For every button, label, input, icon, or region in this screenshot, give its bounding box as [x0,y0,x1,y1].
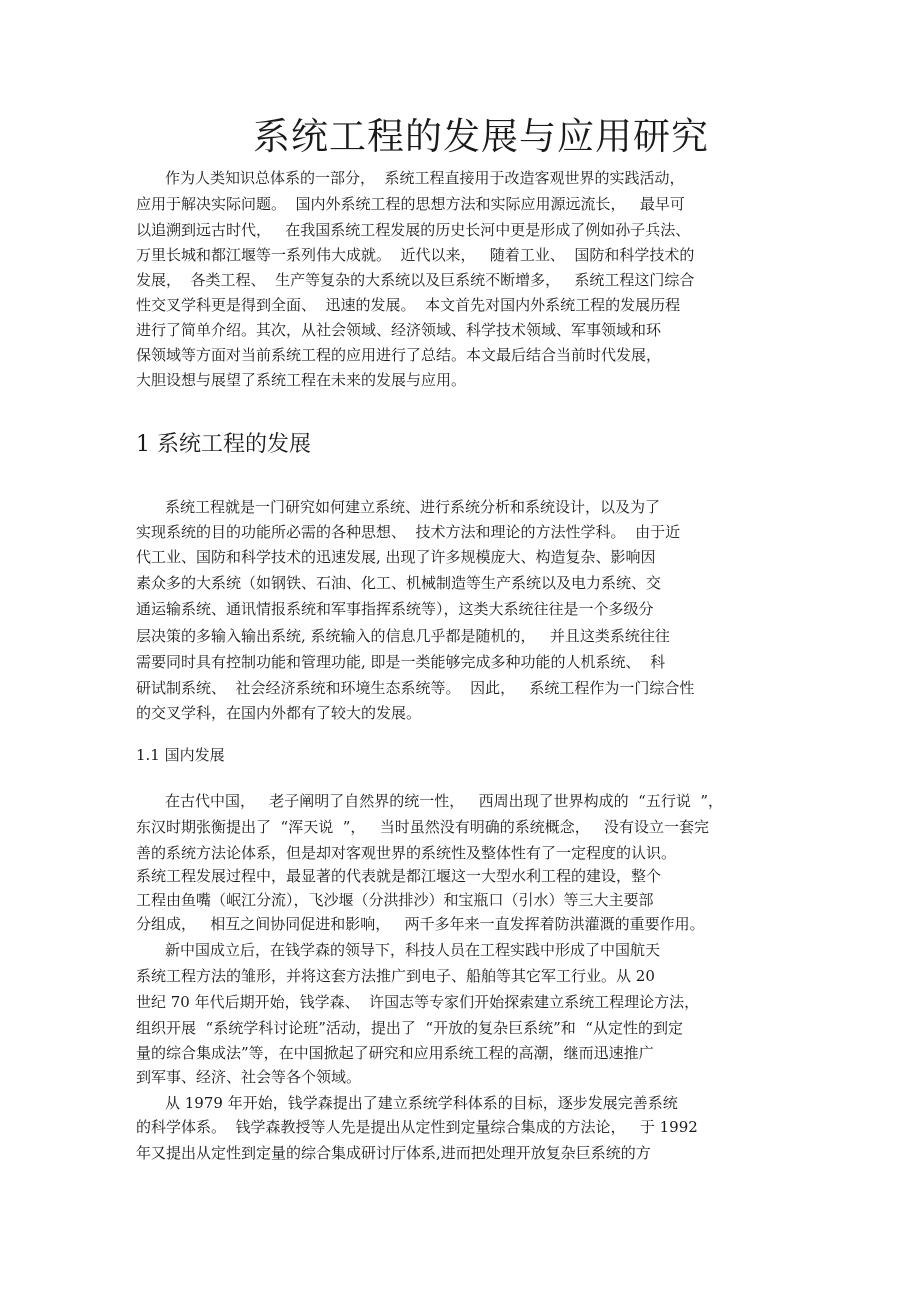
abstract-line: 进行了简单介绍。其次，从社会领域、经济领域、科学技术领域、军事领域和环 [136,321,662,339]
abstract-line: 性交叉学科更是得到全面、 迅速的发展。 本文首先对国内外系统工程的发展历程 [136,296,681,314]
paragraph-line: 在古代中国， 老子阐明了自然界的统一性， 西周出现了世界构成的 “五行说 ”， [165,792,724,810]
paragraph-line: 组织开展 “系统学科讨论班”活动，提出了 “开放的复杂巨系统”和 “从定性的到定 [136,1019,683,1037]
paragraph-line: 新中国成立后，在钱学森的领导下，科技人员在工程实践中形成了中国航天 [165,941,661,959]
paragraph-line: 世纪 70 年代后期开始，钱学森、 许国志等专家们开始探索建立系统工程理论方法， [136,993,700,1011]
paragraph-line: 量的综合集成法”等，在中国掀起了研究和应用系统工程的高潮，继而迅速推广 [136,1044,654,1062]
abstract-line: 以追溯到远古时代， 在我国系统工程发展的历史长河中更是形成了例如孙子兵法、 [136,221,691,239]
paragraph-line: 层决策的多输入输出系统, 系统输入的信息几乎都是随机的， 并且这类系统往往 [136,627,670,645]
paragraph-line: 的交叉学科，在国内外都有了较大的发展。 [136,704,422,722]
paragraph-line: 东汉时期张衡提出了 “浑天说 ”， 当时虽然没有明确的系统概念， 没有设立一套完 [136,818,710,836]
paragraph-line: 工程由鱼嘴（岷江分流），飞沙堰（分洪排沙）和宝瓶口（引水）等三大主要部 [136,891,654,909]
abstract-line: 万里长城和都江堰等一系列伟大成就。 近代以来， 随着工业、 国防和科学技术的 [136,246,695,264]
abstract-line: 应用于解决实际问题。 国内外系统工程的思想方法和实际应用源远流长， 最早可 [136,195,685,213]
abstract-line: 保领域等方面对当前系统工程的应用进行了总结。本文最后结合当前时代发展， [136,346,662,364]
paragraph-line: 从 1979 年开始，钱学森提出了建立系统学科体系的目标，逐步发展完善系统 [165,1094,678,1112]
paragraph-line: 年又提出从定性到定量的综合集成研讨厅体系,进而把处理开放复杂巨系统的方 [136,1144,651,1162]
subsection-heading: 1.1 国内发展 [136,746,225,764]
paragraph-line: 系统工程发展过程中，最显著的代表就是都江堰这一大型水利工程的建设，整个 [136,867,662,885]
paragraph-line: 的科学体系。 钱学森教授等人先是提出从定性到定量综合集成的方法论， 于 1992 [136,1118,698,1136]
paragraph-line: 实现系统的目的功能所必需的各种思想、 技术方法和理论的方法性学科。 由于近 [136,523,681,541]
section-heading: 1 系统工程的发展 [136,432,311,457]
abstract-line: 发展， 各类工程、 生产等复杂的大系统以及巨系统不断增多， 系统工程这门综合 [136,271,695,289]
paragraph-line: 系统工程就是一门研究如何建立系统、进行系统分析和系统设计，以及为了 [165,498,661,516]
paragraph-line: 素众多的大系统（如钢铁、石油、化工、机械制造等生产系统以及电力系统、交 [136,574,662,592]
paragraph-line: 分组成， 相互之间协同促进和影响， 两千多年来一直发挥着防洪灌溉的重要作用。 [136,915,705,933]
abstract-line: 大胆设想与展望了系统工程在未来的发展与应用。 [136,371,467,389]
paragraph-line: 系统工程方法的雏形，并将这套方法推广到电子、船舶等其它军工行业。从 20 [136,967,655,985]
document-title: 系统工程的发展与应用研究 [253,115,709,158]
paragraph-line: 善的系统方法论体系，但是却对客观世界的系统性及整体性有了一定程度的认识。 [136,844,677,862]
paragraph-line: 到军事、经济、社会等各个领域。 [136,1068,362,1086]
paragraph-line: 需要同时具有控制功能和管理功能, 即是一类能够完成多种功能的人机系统、 科 [136,653,666,671]
paragraph-line: 研试制系统、 社会经济系统和环境生态系统等。 因此， 系统工程作为一门综合性 [136,679,695,697]
abstract-line: 作为人类知识总体系的一部分， 系统工程直接用于改造客观世界的实践活动， [165,169,685,187]
paragraph-line: 通运输系统、通讯情报系统和军事指挥系统等），这类大系统往往是一个多级分 [136,600,654,618]
paragraph-line: 代工业、国防和科学技术的迅速发展, 出现了许多规模庞大、构造复杂、影响因 [136,548,656,566]
